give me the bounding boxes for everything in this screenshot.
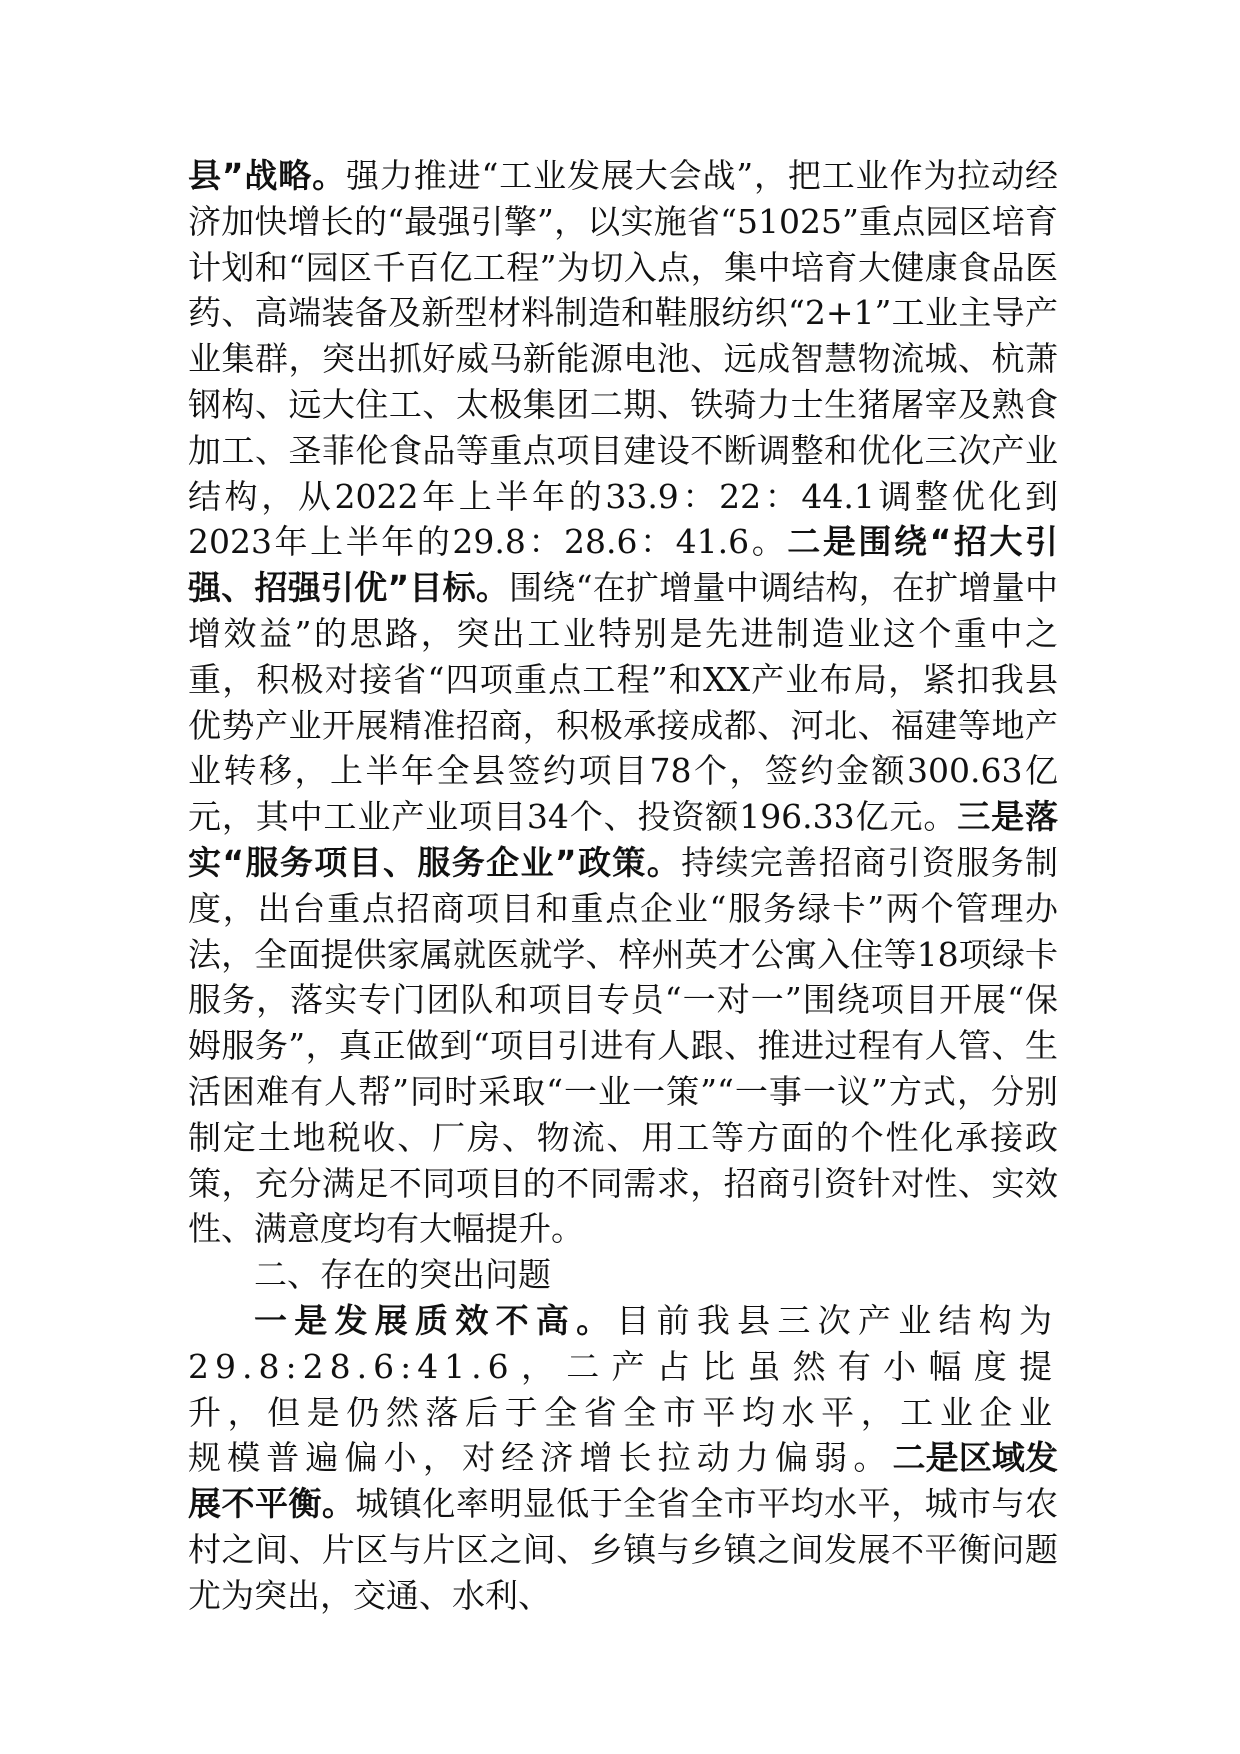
paragraph-problems [188, 1298, 1058, 1619]
bold-phrase: 二是围绕“招大引强、招强引优”目标。 [188, 522, 1058, 608]
body-text: 持续完善招商引资服务制度，出台重点招商项目和重点企业“服务绿卡”两个管理办法，全面提供家属就医就学、梓州英才公寓入住等18项绿卡服务，落实专门团队和项目专员“一对一”围绕项目开展“保姆服务”，真正做到“项目引进有人跟、推进过程有人管、生活困难有人帮”同时采取“一业一策”“一事一议”方式，分别制定土地税收、厂房、物流、用工等方面的个性化承接政策，充分满足不同项目的不同需求，招商引资针对性、实效性、满意度均有大幅提升。 [188, 842, 1059, 1249]
body-text: 城镇化率明显低于全省全市平均水平，城市与农村之间、片区与片区之间、乡镇与乡镇之间发展不平衡问题尤为突出，交通、水利、 [188, 1484, 1059, 1615]
body-text: 围绕“在扩增量中调结构，在扩增量中增效益”的思路，突出工业特别是先进制造业这个重中之重，积极对接省“四项重点工程”和XX产业布局，紧扣我县优势产业开展精准招商，积极承接成都、河北、福建等地产业转移，上半年全县签约项目78个，签约金额300.63亿元，其中工业产业项目34个、投资额196.33亿元。 [188, 568, 1058, 837]
paragraph-strategy [188, 153, 1058, 1252]
body-text: 强力推进“工业发展大会战”，把工业作为拉动经济加快增长的“最强引擎”，以实施省“51025”重点园区培育计划和“园区千百亿工程”为切入点，集中培育大健康食品医药、高端装备及新型材料制造和鞋服纺织“2+1”工业主导产业集群，突出抓好威马新能源电池、远成智慧物流城、杭萧钢构、远大住工、太极集团二期、铁骑力士生猪屠宰及熟食加工、圣菲伦食品等重点项目建设不断调整和优化三次产业结构，从2022年上半年的33.9：22：44.1调整优化到2023年上半年的29.8：28.6：41.6。 [188, 156, 1058, 562]
bold-phrase: 县”战略。 [188, 156, 347, 195]
bold-phrase: 三是落实“服务项目、服务企业”政策。 [188, 797, 1058, 882]
section-heading: 二、存在的突出问题 [254, 1255, 551, 1295]
bold-phrase: 一是发展质效不高。 [254, 1300, 617, 1340]
bold-phrase: 二是区域发展不平衡。 [188, 1438, 1059, 1524]
body-text: 目前我县三次产业结构为29.8:28.6:41.6，二产占比虽然有小幅度提升，但是仍然落后于全省全市平均水平，工业企业规模普遍偏小，对经济增长拉动力偏弱。 [188, 1300, 1059, 1478]
document-page [188, 153, 1058, 1619]
